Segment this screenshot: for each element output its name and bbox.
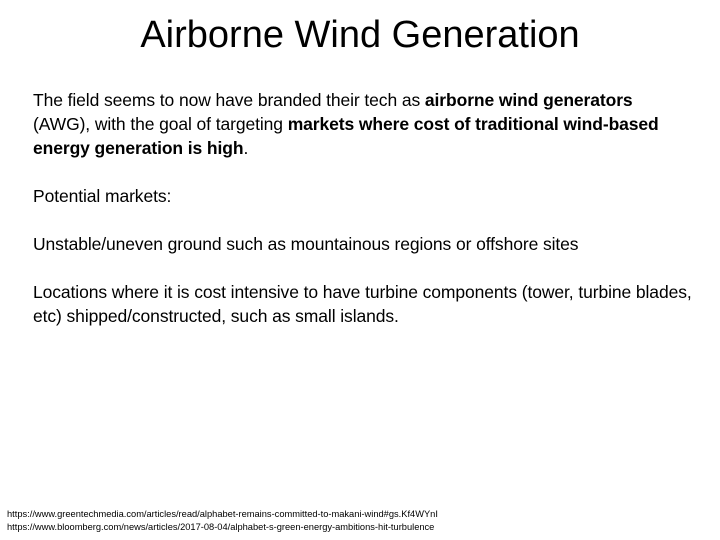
intro-text-2: (AWG), with the goal of targeting (33, 114, 288, 134)
intro-bold-1: airborne wind generators (424, 90, 633, 110)
potential-markets-heading: Potential markets: (33, 186, 172, 206)
references (7, 508, 713, 533)
reference-link-bloomberg[interactable]: https://www.bloomberg.com/news/articles/2017-08-04/alphabet-s-green-energy-ambitions-hit-turbulence (7, 521, 435, 532)
intro-text-3: . (243, 138, 249, 158)
intro-text-1: The field seems to now have branded their tech as (33, 90, 425, 110)
reference-link-greentechmedia[interactable]: https://www.greentechmedia.com/articles/read/alphabet-remains-committed-to-makani-wind#gs.Kf4WYnI (7, 509, 438, 519)
slide-title: Airborne Wind Generation (140, 14, 580, 56)
market-item-ground: Unstable/uneven ground such as mountainous regions or offshore sites (33, 234, 579, 254)
intro-bold-2: markets where cost of traditional wind-based energy generation is high (33, 114, 659, 158)
slide-body (33, 88, 693, 328)
market-item-islands: Locations where it is cost intensive to have turbine components (tower, turbine blades, etc) shipped/constructed, such as small islands. (33, 282, 692, 326)
intro-paragraph (33, 88, 693, 160)
